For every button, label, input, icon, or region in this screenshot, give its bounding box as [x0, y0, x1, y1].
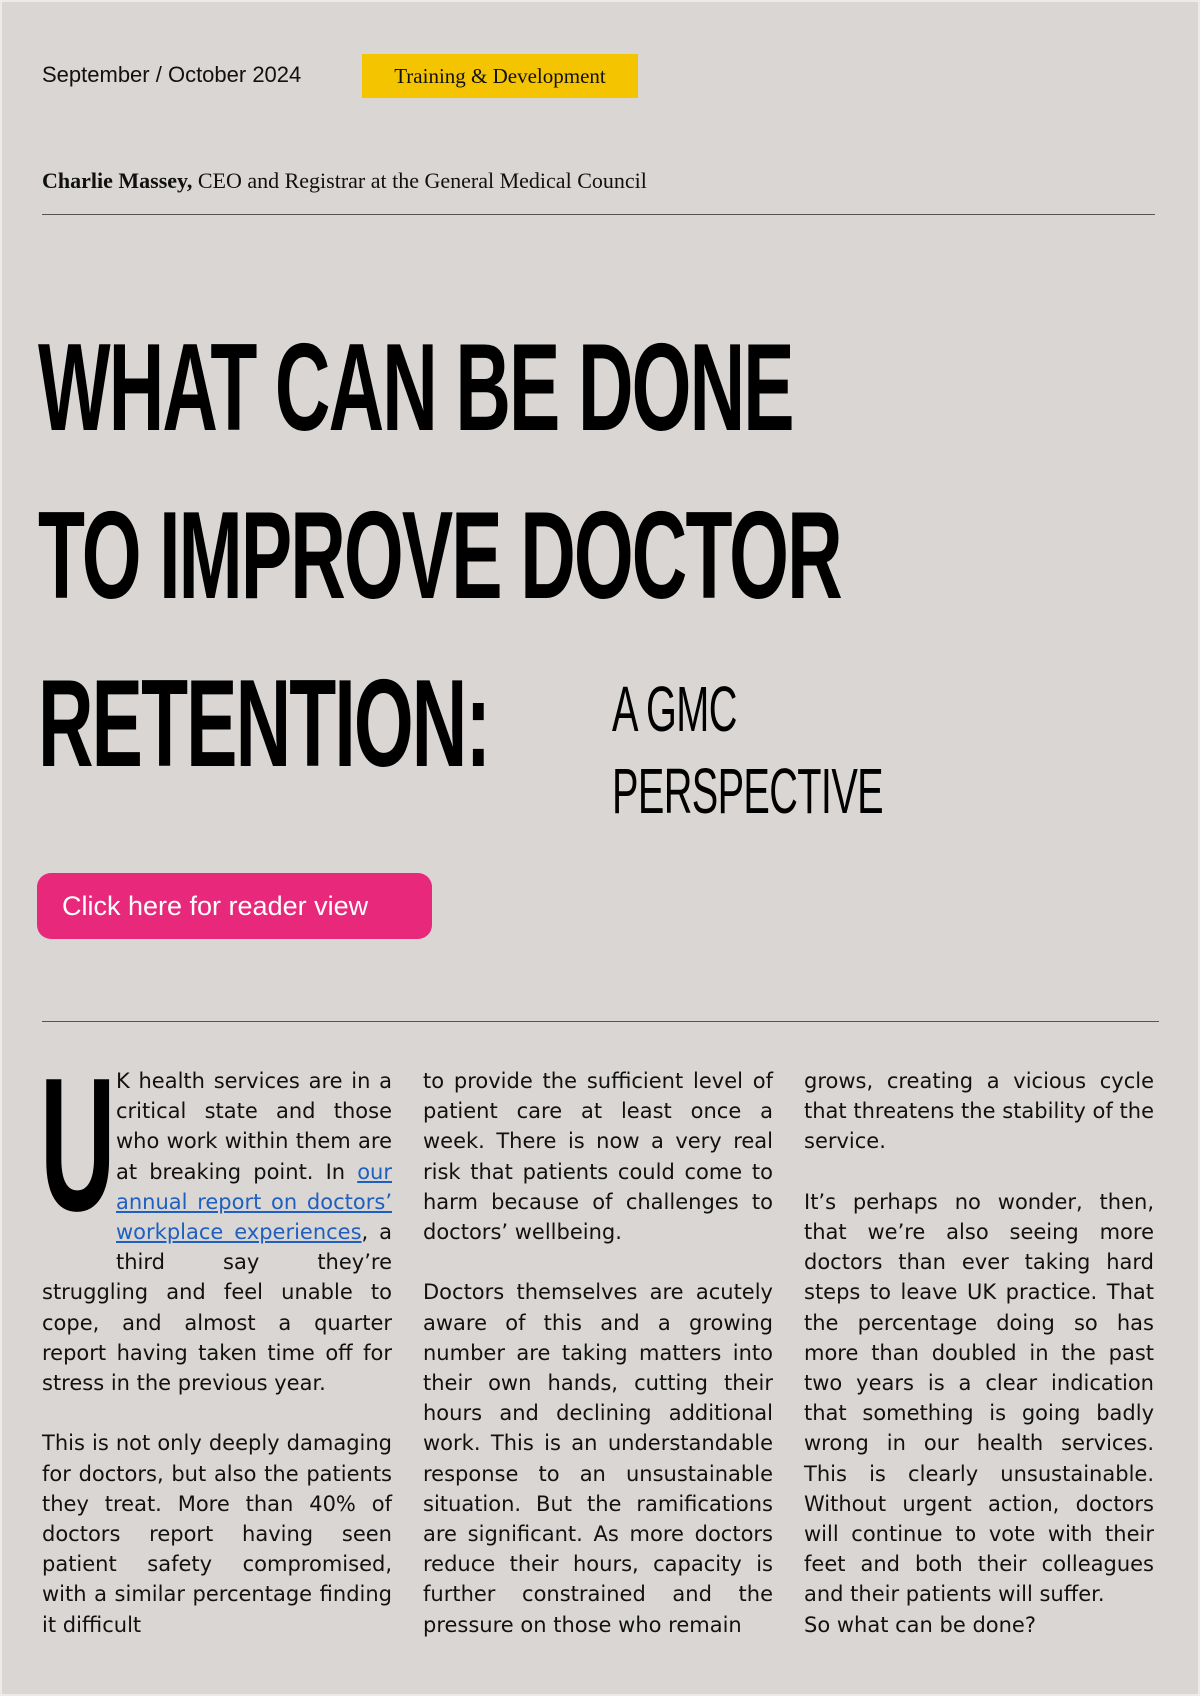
section-tag: Training & Development [362, 54, 638, 98]
article-body [40, 1039, 1154, 1666]
byline-divider [42, 214, 1155, 215]
article-column-2 [423, 1066, 773, 1640]
article-divider [42, 1021, 1159, 1022]
byline [42, 168, 647, 194]
article-column-1 [40, 1039, 392, 1640]
annual-report-link[interactable]: our annual report on doctors’ workplace experiences [116, 1159, 392, 1245]
issue-date: September / October 2024 [42, 62, 302, 87]
reader-view-button[interactable]: Click here for reader view [37, 873, 432, 939]
paragraph: So what can be done? [804, 1612, 1036, 1637]
paragraph: to provide the sufficient level of patient care at least once a week. There is now a very real risk that patients could come to harm because of challenges to doctors’ wellbeing. [423, 1069, 773, 1245]
paragraph: grows, creating a vicious cycle that threatens the stability of the service. [804, 1069, 1154, 1154]
subtitle-line-1: A GMC [612, 673, 737, 745]
article-column-3 [804, 1066, 1154, 1640]
paragraph: This is not only deeply damaging for doctors, but also the patients they treat. More than 40% of doctors report having seen patient safety compromised, with a similar percentage finding it difficult [42, 1431, 392, 1637]
author-role: CEO and Registrar at the General Medical Council [192, 168, 647, 193]
paragraph: It’s perhaps no wonder, then, that we’re also seeing more doctors than ever taking hard steps to leave UK practice. That the percentage doing so has more than doubled in the past two years is a clear indication that something is going badly wrong in our health services. This is clearly unsustainable. Without urgent action, doctors will continue to vote with their feet and both their colleagues and their patients will suffer. [804, 1189, 1154, 1607]
headline-line-1: WHAT CAN BE DONE [38, 319, 793, 457]
drop-cap: U [40, 1039, 116, 1251]
headline-line-2: TO IMPROVE DOCTOR [38, 487, 841, 625]
headline-subtitle [612, 668, 883, 832]
subtitle-line-2: PERSPECTIVE [612, 755, 884, 827]
paragraph: U K health services are in a critical state and those who work within them are at breaking point. In our annual report on doctors’ workplace experiences, a third say they’re struggling and feel unable to cope, and almost a quarter report having taken time off for stress in the previous year. [40, 1039, 392, 1396]
paragraph: Doctors themselves are acutely aware of this and a growing number are taking matters into their own hands, cutting their hours and declining additional work. This is an understandable response to an unsustainable situation. But the ramifications are significant. As more doctors reduce their hours, capacity is further constrained and the pressure on those who remain [423, 1280, 773, 1637]
headline-line-3: RETENTION: [38, 655, 490, 793]
author-name: Charlie Massey, [42, 168, 193, 193]
